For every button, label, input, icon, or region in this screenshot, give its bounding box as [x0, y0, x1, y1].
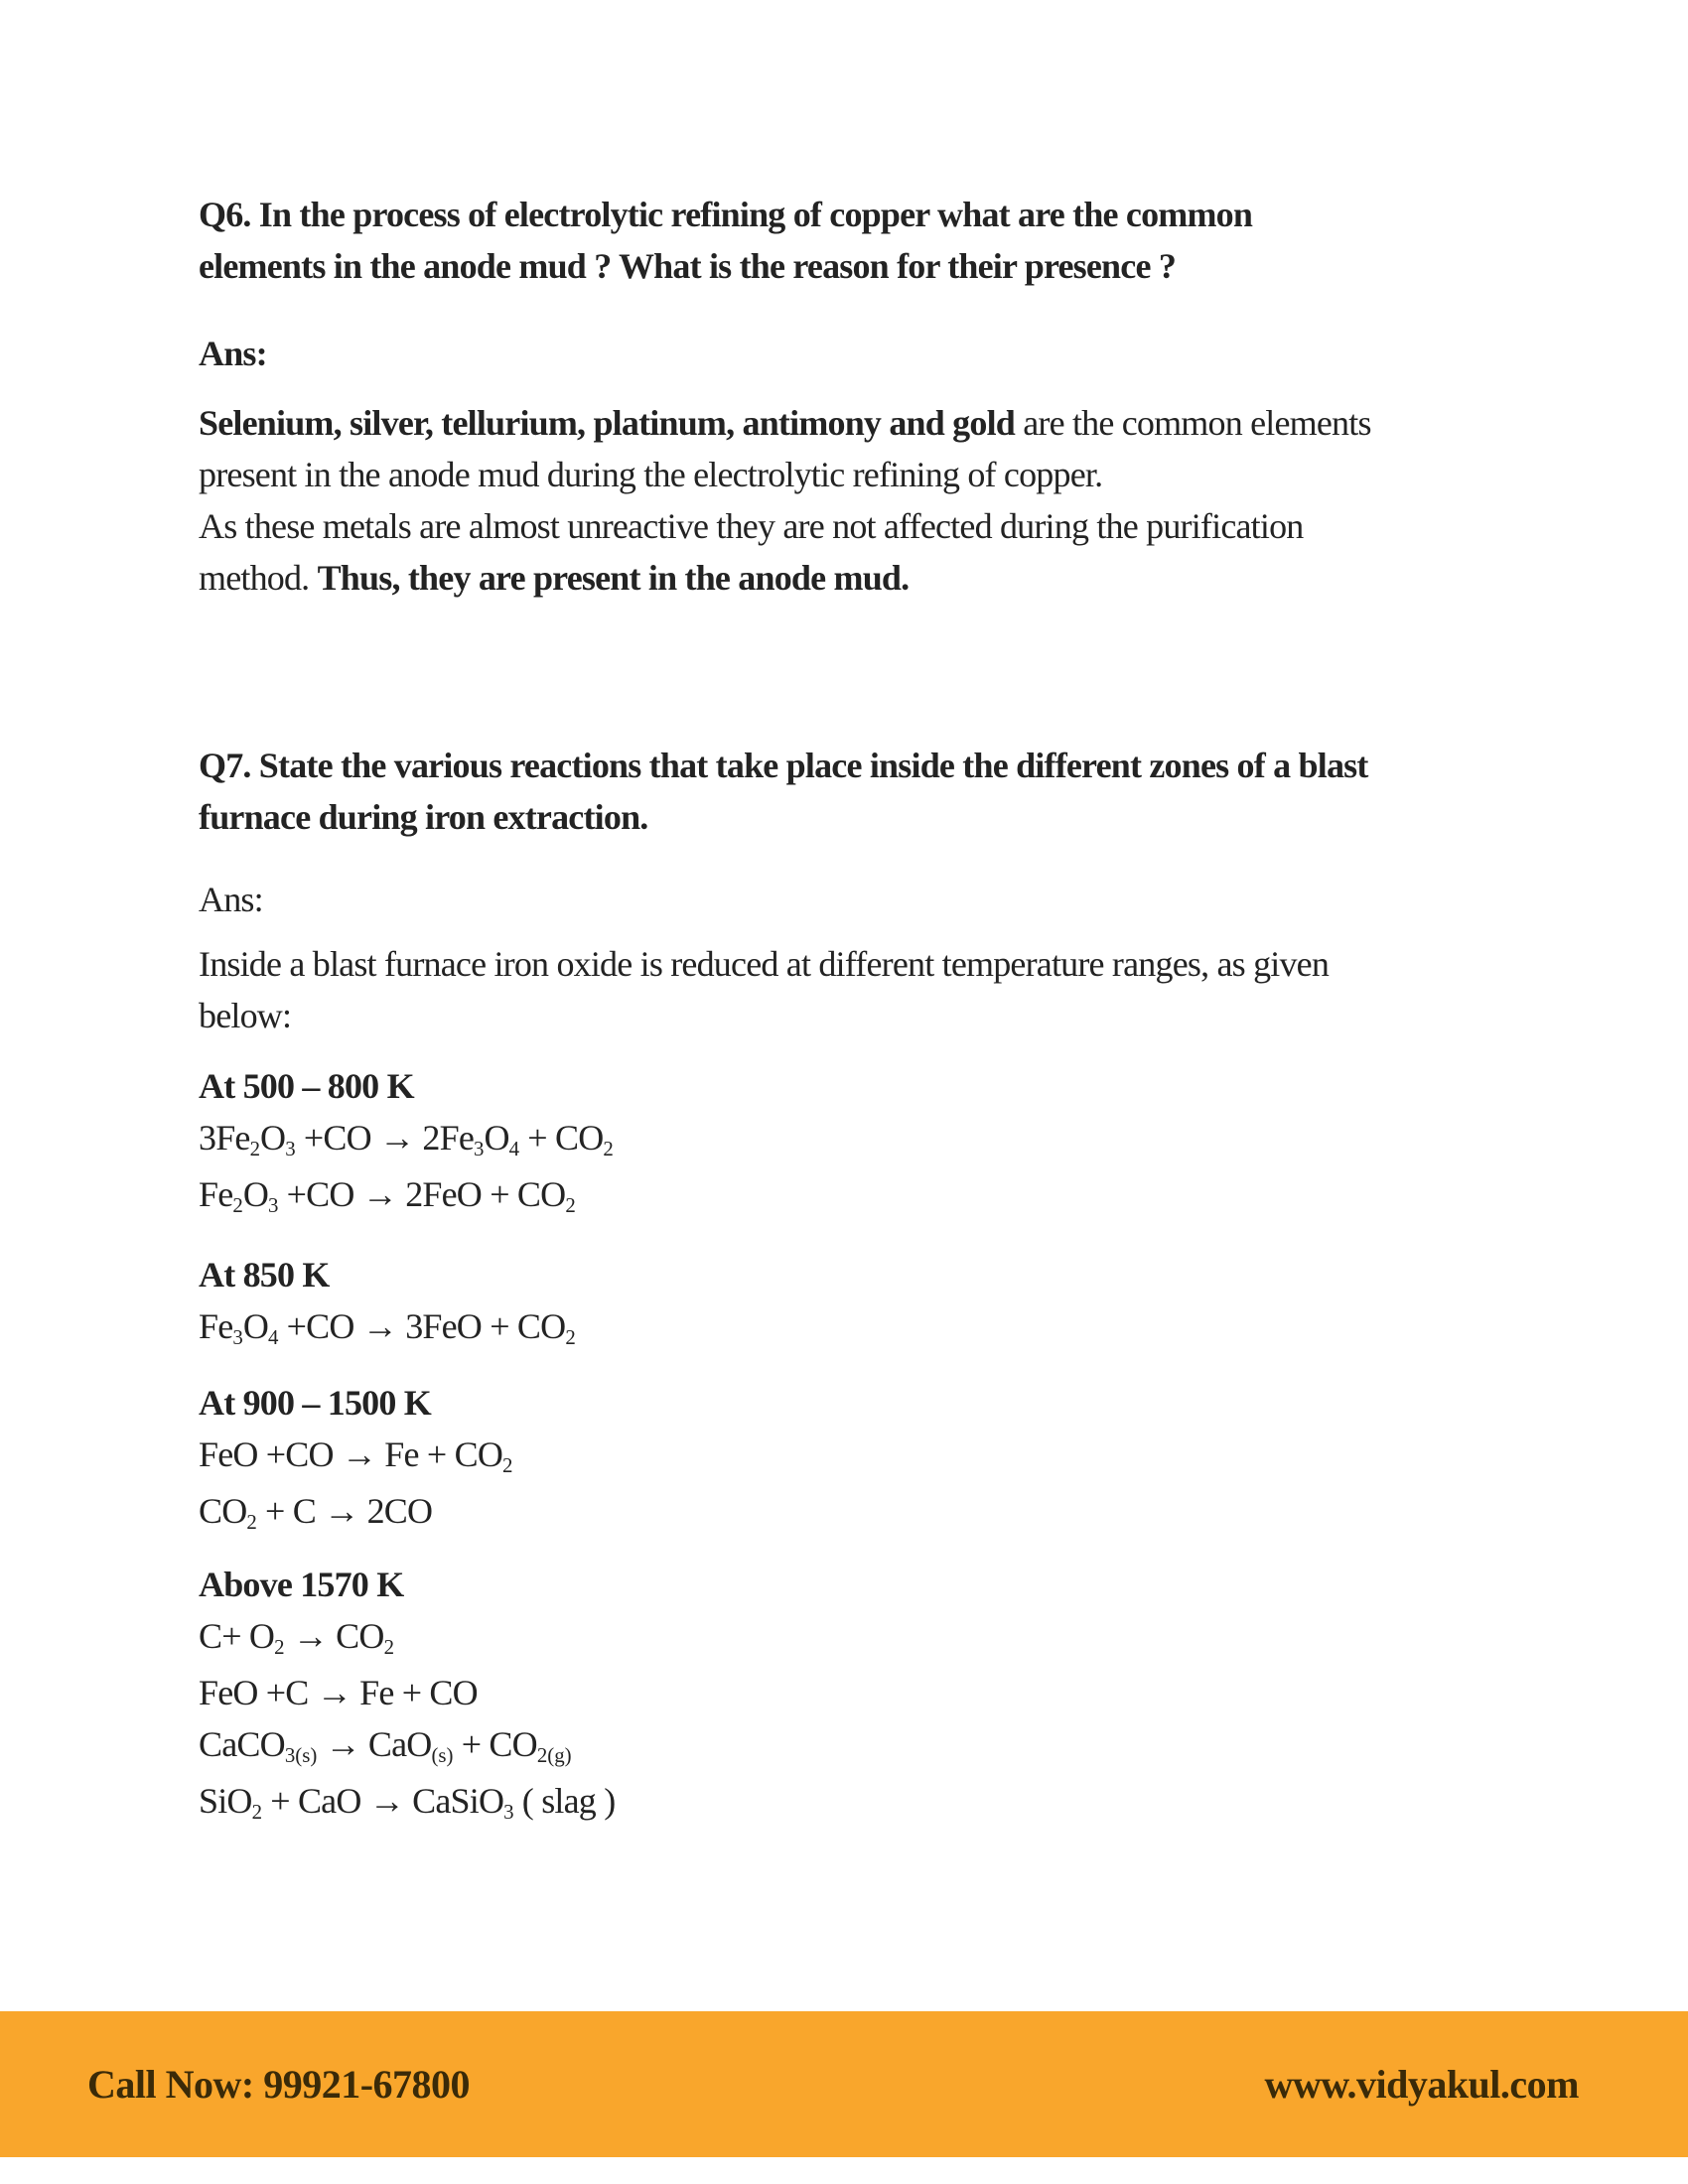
q6-answer-label: Ans: [199, 334, 267, 373]
temperature-range-header: At 500 – 800 K [199, 1066, 414, 1106]
text-line: Q6. In the process of electrolytic refining of copper what are the common [199, 195, 1253, 234]
footer-website: www.vidyakul.com [1264, 2062, 1579, 2107]
temperature-range-header: Above 1570 K [199, 1565, 404, 1604]
text-line: Q7. State the various reactions that take place inside the different zones of a blast [199, 746, 1368, 785]
text-line: furnace during iron extraction. [199, 797, 648, 837]
temperature-group-above-1570K [199, 1559, 1589, 1832]
temperature-range-header: At 900 – 1500 K [199, 1383, 431, 1423]
text-line: method. Thus, they are present in the anode mud. [199, 558, 910, 598]
q6-answer-paragraph [199, 397, 1589, 604]
q7-answer-label: Ans: [199, 880, 263, 919]
reaction-line: $CO_2 + C \to 2CO$ [199, 1491, 433, 1534]
text-line: present in the anode mud during the electrolytic refining of copper. [199, 455, 1103, 494]
footer-bar [0, 2011, 1688, 2157]
page-content [199, 0, 1589, 1832]
temperature-group-500-800K [199, 1060, 1589, 1225]
temperature-range-header: At 850 K [199, 1255, 330, 1295]
question-6-heading [199, 189, 1589, 292]
reaction-line: $Fe_2O_3 +CO \to 2FeO + CO_2$ [199, 1174, 576, 1217]
text-line: elements in the anode mud ? What is the reason for their presence ? [199, 246, 1177, 286]
reaction-line: FeO +C → Fe + CO [199, 1673, 478, 1712]
reaction-list [199, 1300, 1589, 1357]
text-line: Selenium, silver, tellurium, platinum, antimony and gold are the common elements [199, 403, 1371, 443]
text-line: below: [199, 996, 292, 1035]
reaction-line: $Fe_3O_4 +CO \to 3FeO + CO_2$ [199, 1306, 576, 1349]
reaction-list [199, 1429, 1589, 1542]
reaction-line: SiO$_2$ + CaO → CaSiO$_3$ ( slag ) [199, 1781, 616, 1824]
question-7-heading [199, 740, 1589, 843]
temperature-group-900-1500K [199, 1377, 1589, 1542]
reaction-line: CaCO$_{3(s)}$ → $CaO_{(s)} + CO_{2(g)}$ [199, 1724, 572, 1767]
reaction-line: FeO $+CO \to Fe + CO_2$ [199, 1434, 513, 1477]
text-line: Inside a blast furnace iron oxide is reduced at different temperature ranges, as given [199, 944, 1330, 984]
reaction-list [199, 1610, 1589, 1832]
q7-intro-paragraph [199, 938, 1589, 1041]
reaction-list [199, 1112, 1589, 1225]
reaction-line: $C+ O_2 \to CO_2$ [199, 1616, 395, 1659]
reaction-line: $3Fe_2O_3 +CO \to 2Fe_3O_4 + CO_2$ [199, 1118, 614, 1160]
footer-phone: Call Now: 99921-67800 [87, 2062, 471, 2107]
temperature-group-850K [199, 1249, 1589, 1357]
text-line: As these metals are almost unreactive they are not affected during the purification [199, 506, 1304, 546]
